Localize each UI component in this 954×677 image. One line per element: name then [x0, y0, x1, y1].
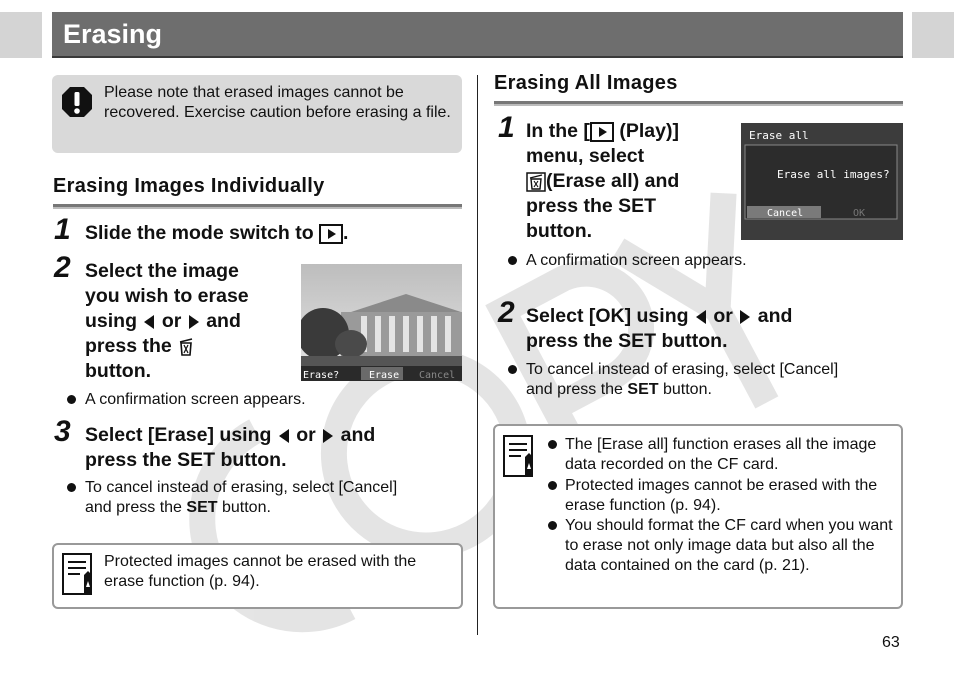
page-number: 63	[882, 634, 900, 651]
step-2-line-4	[85, 334, 285, 359]
step-2-line-5: button.	[85, 360, 152, 382]
bullet-dot	[67, 483, 76, 492]
left-arrow-icon	[277, 428, 291, 444]
caution-box	[52, 75, 462, 153]
right-bullet-2	[526, 360, 902, 400]
right-step-1-line-4: press the SET	[526, 195, 657, 217]
erase-all-lcd-screen	[741, 123, 903, 240]
left-arrow-icon	[694, 309, 708, 325]
right-step-2-and: and	[757, 305, 793, 327]
section-heading-individual: Erasing Images Individually	[53, 175, 325, 197]
left-note-box	[52, 543, 463, 609]
step-number-1: 1	[54, 213, 71, 246]
section-rule-all	[494, 101, 903, 106]
left-note-text: Protected images cannot be erased with the erase function (p. 94).	[104, 553, 417, 590]
step-2-line-1: Select the image	[85, 260, 239, 282]
step-1-text-main: Slide the mode switch to	[85, 222, 314, 244]
right-step-1-text	[526, 119, 736, 244]
right-bullet-2-button: button.	[662, 381, 712, 398]
caution-text: Please note that erased images cannot be recovered. Exercise caution before erasing a file.	[104, 84, 451, 121]
section-rule-individual	[53, 204, 462, 209]
step-3-line-2: press the SET button.	[85, 449, 287, 471]
right-bullet-2-line-1: To cancel instead of erasing, select [Cancel]	[526, 361, 839, 378]
step-2-using: using	[85, 310, 137, 332]
left-bullet-2-press: and press the	[85, 499, 182, 516]
erase-all-icon	[526, 172, 546, 192]
right-bullet-1: A confirmation screen appears.	[526, 252, 747, 269]
play-menu-icon	[590, 122, 614, 142]
step-2-or: or	[161, 310, 182, 332]
right-step-number-1: 1	[498, 111, 515, 144]
right-arrow-icon	[738, 309, 752, 325]
bullet-dot	[508, 365, 517, 374]
memo-note-icon	[503, 435, 537, 479]
page-title: Erasing	[63, 19, 163, 49]
right-step-2-text	[526, 304, 792, 354]
step-3-and: and	[340, 424, 376, 446]
left-edge-tab	[0, 12, 42, 58]
left-bullet-2	[85, 478, 455, 518]
step-2-text	[85, 259, 285, 384]
bullet-dot	[548, 521, 557, 530]
right-edge-tab	[912, 12, 954, 58]
set-button-label: SET	[627, 381, 659, 398]
left-bullet-2-line-1: To cancel instead of erasing, select [Cancel]	[85, 479, 398, 496]
step-3-select-erase: Select [Erase] using	[85, 424, 272, 446]
right-note-1: The [Erase all] function erases all the image data recorded on the CF card.	[565, 436, 877, 473]
left-bullet-1: A confirmation screen appears.	[85, 391, 306, 408]
lcd-cancel-option: Cancel	[419, 370, 456, 381]
step-2-line-3	[85, 309, 285, 334]
column-divider	[477, 75, 478, 635]
right-step-number-2: 2	[498, 296, 515, 329]
memo-note-icon	[62, 553, 96, 597]
right-step-1-line-3	[526, 169, 736, 194]
header-bar	[52, 12, 903, 58]
right-step-1-play: (Play)]	[619, 120, 679, 142]
section-heading-all: Erasing All Images	[494, 72, 678, 94]
bullet-dot	[67, 395, 76, 404]
bullet-dot	[548, 481, 557, 490]
lcd-erase-all-question: Erase all images?	[777, 168, 890, 181]
step-3-line-1	[85, 423, 375, 448]
bullet-dot	[508, 256, 517, 265]
step-3-text	[85, 423, 375, 473]
erase-trash-icon	[177, 337, 195, 357]
right-arrow-icon	[321, 428, 335, 444]
right-step-2-line-2: press the SET button.	[526, 330, 728, 352]
right-step-2-or: or	[713, 305, 733, 327]
erase-confirmation-lcd-image	[301, 264, 462, 381]
step-2-and: and	[206, 310, 241, 332]
set-button-label: SET	[186, 499, 218, 516]
right-step-1-line-2: menu, select	[526, 145, 645, 167]
right-step-1-line-1	[526, 119, 736, 144]
left-bullet-2-button: button.	[221, 499, 271, 516]
right-step-2-select-ok: Select [OK] using	[526, 305, 689, 327]
right-bullet-2-press: and press the	[526, 381, 623, 398]
lcd-ok-button: OK	[853, 208, 866, 219]
right-note-2: Protected images cannot be erased with the erase function (p. 94).	[565, 477, 878, 514]
right-step-2-line-1	[526, 304, 792, 329]
lcd-erase-all-title: Erase all	[749, 129, 809, 142]
play-mode-icon	[319, 224, 343, 244]
step-2-line-2: you wish to erase	[85, 285, 249, 307]
step-3-or: or	[296, 424, 316, 446]
lcd-cancel-button: Cancel	[767, 208, 804, 219]
right-step-1-line-5: button.	[526, 220, 593, 242]
right-note-3: You should format the CF card when you want to erase not only image data but also all the data contained on the card (p. 21).	[565, 517, 893, 574]
left-arrow-icon	[142, 314, 156, 330]
step-2-press-the: press the	[85, 335, 172, 357]
right-note-box	[493, 424, 903, 609]
lcd-erase-option: Erase	[369, 370, 400, 381]
right-arrow-icon	[187, 314, 201, 330]
step-1-text	[85, 221, 348, 246]
caution-icon	[60, 85, 94, 119]
right-step-1-in-the: In the [	[526, 120, 590, 142]
left-bullet-2-line-2	[85, 498, 455, 518]
lcd-erase-prompt: Erase?	[303, 370, 340, 381]
bullet-dot	[548, 440, 557, 449]
right-bullet-2-line-2	[526, 380, 902, 400]
step-number-3: 3	[54, 415, 71, 448]
step-number-2: 2	[54, 251, 71, 284]
step-1-text-end: .	[343, 222, 349, 244]
right-step-1-erase-all: (Erase all) and	[546, 170, 680, 192]
